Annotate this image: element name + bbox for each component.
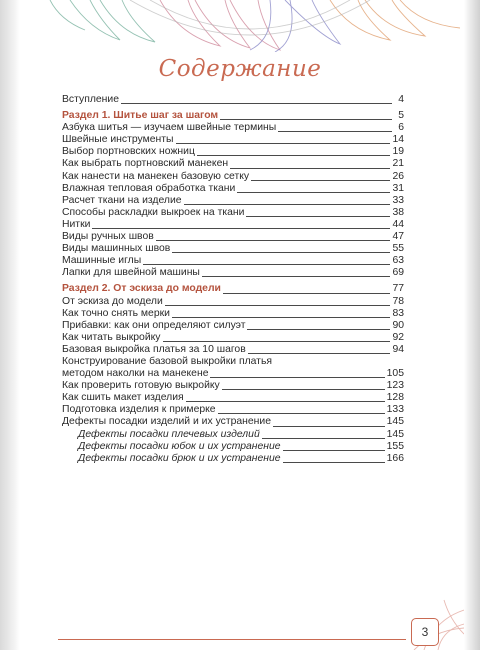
toc-entry-label: Как читать выкройку [62, 331, 161, 343]
toc-entry[interactable] [62, 344, 404, 356]
page-gutter-left [0, 0, 20, 650]
toc-entry[interactable] [62, 332, 404, 344]
toc-entry[interactable] [62, 368, 404, 380]
page-number-badge: 3 [411, 618, 439, 646]
toc-entry-label: Виды машинных швов [62, 243, 171, 255]
page-gutter-right [464, 0, 480, 650]
toc-entry[interactable] [62, 296, 404, 308]
toc-entry[interactable] [62, 134, 404, 146]
toc-leader-line [163, 341, 391, 342]
toc-entry-label: Прибавки: как они определяют силуэт [62, 319, 246, 331]
toc-entry-label: Как нанести на манекен базовую сетку [62, 170, 250, 182]
toc-leader-line [176, 143, 391, 144]
toc-entry[interactable] [62, 453, 404, 465]
toc-leader-line [248, 353, 391, 354]
toc-page-number: 47 [392, 231, 404, 243]
toc-entry-label: Раздел 2. От эскиза до модели [62, 283, 221, 295]
toc-page-number: 4 [398, 94, 404, 105]
page-title: Содержание [158, 56, 322, 82]
toc-page-number: 92 [392, 331, 404, 343]
toc-page-number: 19 [392, 146, 404, 158]
toc-leader-line [247, 329, 390, 330]
toc-page-number: 105 [386, 368, 404, 380]
toc-leader-line [172, 252, 390, 253]
toc-page-number: 33 [392, 194, 404, 206]
toc-entry[interactable] [62, 416, 404, 428]
toc-entry[interactable] [62, 308, 404, 320]
toc-page-number: 77 [392, 283, 404, 295]
toc-leader-line [223, 293, 390, 294]
toc-leader-line [237, 192, 390, 193]
toc-entry-label: Базовая выкройка платья за 10 шагов [62, 343, 246, 355]
toc-leader-line [220, 119, 392, 120]
toc-page-number: 145 [386, 416, 404, 428]
toc-page-number: 94 [392, 343, 404, 355]
toc-entry-label: Дефекты посадки изделий и их устранение [62, 416, 271, 428]
toc-entry-label: Способы раскладки выкроек на ткани [62, 206, 245, 218]
toc-leader-line [262, 438, 385, 439]
toc-entry[interactable] [62, 195, 404, 207]
toc-entry-label: Конструирование базовой выкройки платья [62, 355, 272, 367]
toc-entry[interactable] [62, 122, 404, 134]
toc-entry[interactable] [62, 146, 404, 158]
toc-entry[interactable] [62, 392, 404, 404]
toc-entry-label: Машинные иглы [62, 255, 142, 267]
toc-entry-label: От эскиза до модели [62, 295, 163, 307]
toc-leader-line [283, 450, 385, 451]
toc-leader-line [218, 413, 385, 414]
toc-entry-label: Как точно снять мерки [62, 307, 170, 319]
toc-leader-line [197, 155, 391, 156]
toc-page-number: 6 [398, 122, 404, 134]
toc-entry-label: Виды ручных швов [62, 231, 154, 243]
toc-section-heading[interactable] [62, 283, 404, 295]
toc-leader-line [202, 276, 391, 277]
toc-leader-line [156, 240, 391, 241]
toc-entry[interactable] [62, 158, 404, 170]
toc-leader-line [165, 305, 391, 306]
toc-leader-line [251, 180, 390, 181]
toc-entry[interactable] [62, 255, 404, 267]
toc-entry-label: Как проверить готовую выкройку [62, 380, 220, 392]
toc-entry-label: Вступление [62, 94, 119, 105]
toc-entry-label: Азбука шитья — изучаем швейные термины [62, 122, 277, 134]
toc-entry[interactable] [62, 183, 404, 195]
toc-entry-label: Нитки [62, 218, 91, 230]
toc-page-number: 145 [386, 428, 404, 440]
toc-entry[interactable] [62, 207, 404, 219]
toc-entry[interactable] [62, 404, 404, 416]
toc-leader-line [143, 264, 390, 265]
footer-rule [58, 639, 406, 640]
toc-page-number: 26 [392, 170, 404, 182]
toc-page-number: 155 [386, 440, 404, 452]
toc-leader-line [92, 228, 390, 229]
toc-entry-label: методом наколки на манекене [62, 368, 209, 380]
toc-entry[interactable] [62, 231, 404, 243]
toc-entry[interactable] [62, 171, 404, 183]
table-of-contents [62, 94, 404, 465]
toc-page-number: 14 [392, 134, 404, 146]
toc-page-number: 55 [392, 243, 404, 255]
toc-page-number: 166 [386, 452, 404, 464]
toc-leader-line [283, 462, 385, 463]
toc-leader-line [273, 426, 385, 427]
toc-page-number: 133 [386, 404, 404, 416]
toc-leader-line [186, 401, 385, 402]
toc-page-number: 31 [392, 182, 404, 194]
toc-page-number: 21 [392, 158, 404, 170]
toc-entry[interactable] [62, 94, 404, 106]
mandala-ornament-top [30, 0, 470, 52]
toc-page-number: 128 [386, 392, 404, 404]
toc-entry-label: Влажная тепловая обработка ткани [62, 182, 236, 194]
toc-page-number: 90 [392, 319, 404, 331]
toc-entry[interactable] [62, 243, 404, 255]
toc-page-number: 83 [392, 307, 404, 319]
toc-page-number: 5 [398, 110, 404, 122]
toc-page-number: 44 [392, 218, 404, 230]
toc-entry-label: Дефекты посадки юбок и их устранение [78, 440, 281, 452]
toc-entry[interactable] [62, 380, 404, 392]
toc-leader-line [278, 131, 392, 132]
toc-page-number: 78 [392, 295, 404, 307]
toc-page-number: 38 [392, 206, 404, 218]
toc-leader-line [222, 389, 385, 390]
toc-entry-label: Расчет ткани на изделие [62, 194, 182, 206]
toc-entry-label: Как сшить макет изделия [62, 392, 184, 404]
toc-entry[interactable] [62, 429, 404, 441]
toc-entry[interactable] [62, 356, 404, 368]
toc-leader-line [172, 317, 390, 318]
toc-leader-line [210, 377, 384, 378]
toc-entry-label: Раздел 1. Шитье шаг за шагом [62, 110, 219, 122]
toc-section-heading[interactable] [62, 110, 404, 122]
toc-entry-label: Подготовка изделия к примерке [62, 404, 216, 416]
toc-entry-label: Дефекты посадки брюк и их устранение [78, 452, 281, 464]
toc-leader-line [184, 204, 391, 205]
toc-entry-label: Швейные инструменты [62, 134, 174, 146]
toc-entry[interactable] [62, 219, 404, 231]
toc-page-number: 69 [392, 267, 404, 279]
toc-page-number: 63 [392, 255, 404, 267]
toc-entry-label: Выбор портновских ножниц [62, 146, 195, 158]
toc-entry-label: Дефекты посадки плечевых изделий [78, 428, 260, 440]
toc-entry-label: Лапки для швейной машины [62, 267, 200, 279]
toc-leader-line [121, 103, 392, 104]
toc-entry-label: Как выбрать портновский манекен [62, 158, 229, 170]
toc-page-number: 123 [386, 380, 404, 392]
toc-entry[interactable] [62, 267, 404, 279]
toc-leader-line [230, 168, 390, 169]
toc-entry[interactable] [62, 320, 404, 332]
toc-entry[interactable] [62, 441, 404, 453]
toc-leader-line [246, 216, 390, 217]
